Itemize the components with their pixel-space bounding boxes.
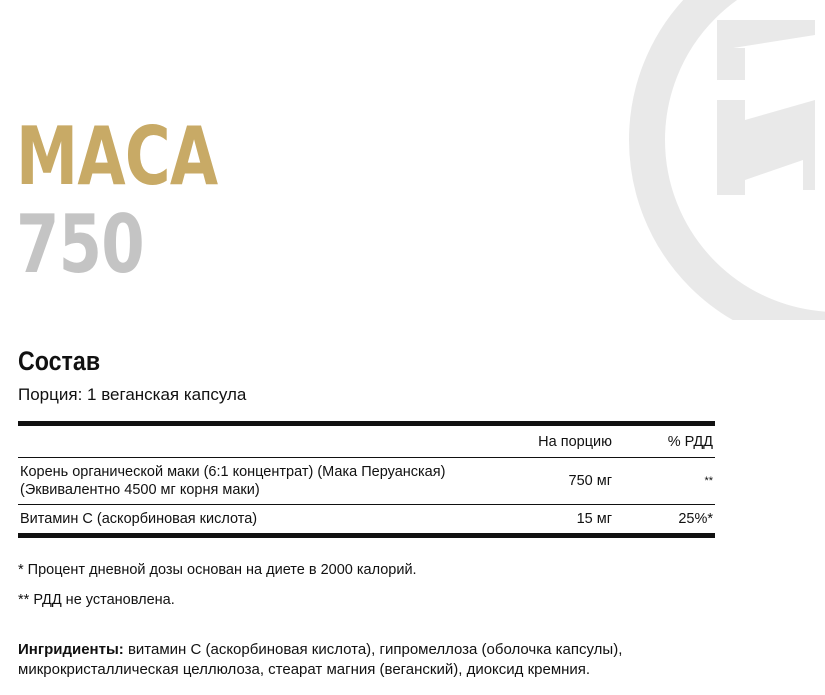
composition-title: Состав	[18, 346, 101, 376]
footnote: * Процент дневной дозы основан на диете в 2000 калорий.	[18, 562, 417, 578]
brand-logo	[585, 0, 825, 320]
table-row	[18, 504, 715, 533]
ingredient-amount: 750 мг	[568, 473, 612, 489]
ingredient-name	[18, 463, 500, 499]
ingredients-list-continued: микрокристаллическая целлюлоза, стеарат магния (веганский), диоксид кремния.	[18, 661, 591, 678]
ingredient-name-line: Корень органической маки (6:1 концентрат) (Мака Перуанская)	[20, 464, 446, 480]
ingredients-label: Ингридиенты:	[18, 641, 124, 658]
ingredients-list: витамин С (аскорбиновая кислота), гипромеллоза (оболочка капсулы),	[123, 641, 623, 658]
ingredient-amount: 15 мг	[576, 511, 612, 527]
ingredients-text	[18, 640, 718, 680]
ingredient-daily-value: **	[704, 475, 713, 487]
ingredient-daily-value: 25%*	[678, 511, 713, 527]
table-header-row	[18, 426, 715, 457]
ingredient-name: Витамин С (аскорбиновая кислота)	[20, 511, 258, 527]
header-daily-value: % РДД	[667, 433, 713, 450]
product-name: MACA	[16, 110, 218, 203]
table-row	[18, 457, 715, 504]
product-dose: 750	[16, 198, 144, 291]
footnote: ** РДД не установлена.	[18, 592, 175, 608]
ingredient-name-line: (Эквивалентно 4500 мг корня маки)	[20, 482, 260, 498]
serving-size: Порция: 1 веганская капсула	[18, 385, 247, 404]
supplement-facts-table	[18, 421, 715, 538]
header-per-serving: На порцию	[538, 433, 612, 450]
